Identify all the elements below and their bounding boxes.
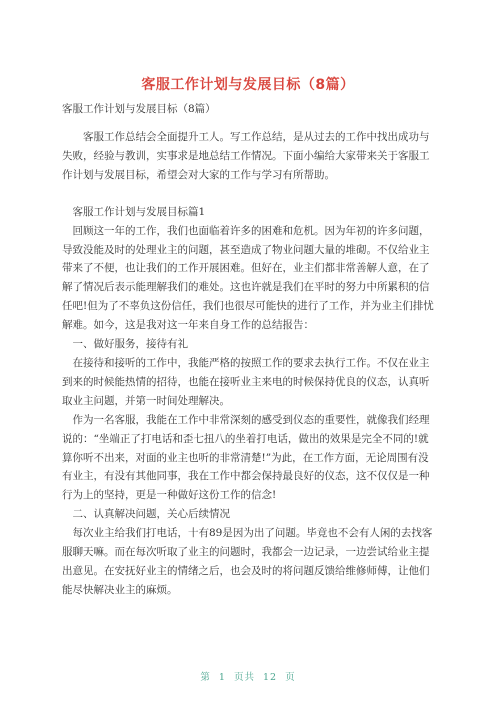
footer-middle: 页共 — [233, 672, 255, 683]
section-heading-1: 一、做好服务，接待有礼 — [72, 338, 188, 351]
body-paragraph: 回顾这一年的工作，我们也面临着许多的困难和危机。因为年初的许多问题，导致没能及时的处理业主的问题，甚至造成了物业问题大量的堆砌。不仅给业主带来了不便，也让我们的工作开展困难。但好在，业主们都非常善解人意，在了解了情况后表示能理解我们的难处。这也许就是我们在平时的努力中所累积的信任吧!但为了不辜负这份信任，我们也很尽可能快的进行了工作，并为业主们排忧解难。如今，这是我对这一年来自身工作的总结报告： — [62, 224, 434, 332]
paragraph-gap — [62, 185, 436, 203]
footer-prefix: 第 — [200, 672, 211, 683]
body-paragraph: 每次业主给我们打电话，十有89是因为出了问题。毕竟也不会有人闲的去找客服聊天嘛。而在每次听取了业主的问题时，我都会一边记录，一边尝试给业主提出意见。在安抚好业主的情绪之后，也会及时的将问题反馈给维修师傅，让他们能尽快解决业主的麻烦。 — [62, 527, 433, 596]
body-paragraph: 作为一名客服，我能在工作中非常深刻的感受到仪态的重要性，就像我们经理说的：“坐端正了打电话和歪七扭八的坐着打电话，做出的效果是完全不同的!就算你听不出来，对面的业主也听的非常清楚!”为此，在工作方面，无论周围有没有业主，有没有其他同事，我在工作中都会保持最良好的仪态，这不仅仅是一种行为上的坚持，更是一种做好这份工作的信念! — [62, 413, 430, 502]
page-footer — [0, 669, 496, 683]
body-paragraph: 在接待和接听的工作中，我能严格的按照工作的要求去执行工作。不仅在业主到来的时候能热情的招待，也能在接听业主来电的时候保持优良的仪态，认真听取业主问题，并第一时间处理解决。 — [62, 356, 430, 407]
footer-suffix: 页 — [285, 672, 296, 683]
document-title: 客服工作计划与发展目标（8篇） — [141, 77, 355, 93]
section-title: 客服工作计划与发展目标篇1 — [72, 205, 206, 218]
section-heading-2: 二、认真解决问题，关心后续情况 — [72, 508, 230, 521]
total-pages: 12 — [262, 672, 278, 683]
document-body — [62, 128, 436, 600]
page-number: 1 — [218, 672, 226, 683]
intro-paragraph: 客服工作总结会全面提升工人。写工作总结，是从过去的工作中找出成功与失败，经验与教训，实事求是地总结工作情况。下面小编给大家带来关于客服工作计划与发展目标，希望会对大家的工作与学习有所帮助。 — [62, 131, 430, 181]
document-subtitle: 客服工作计划与发展目标（8篇） — [62, 103, 216, 115]
